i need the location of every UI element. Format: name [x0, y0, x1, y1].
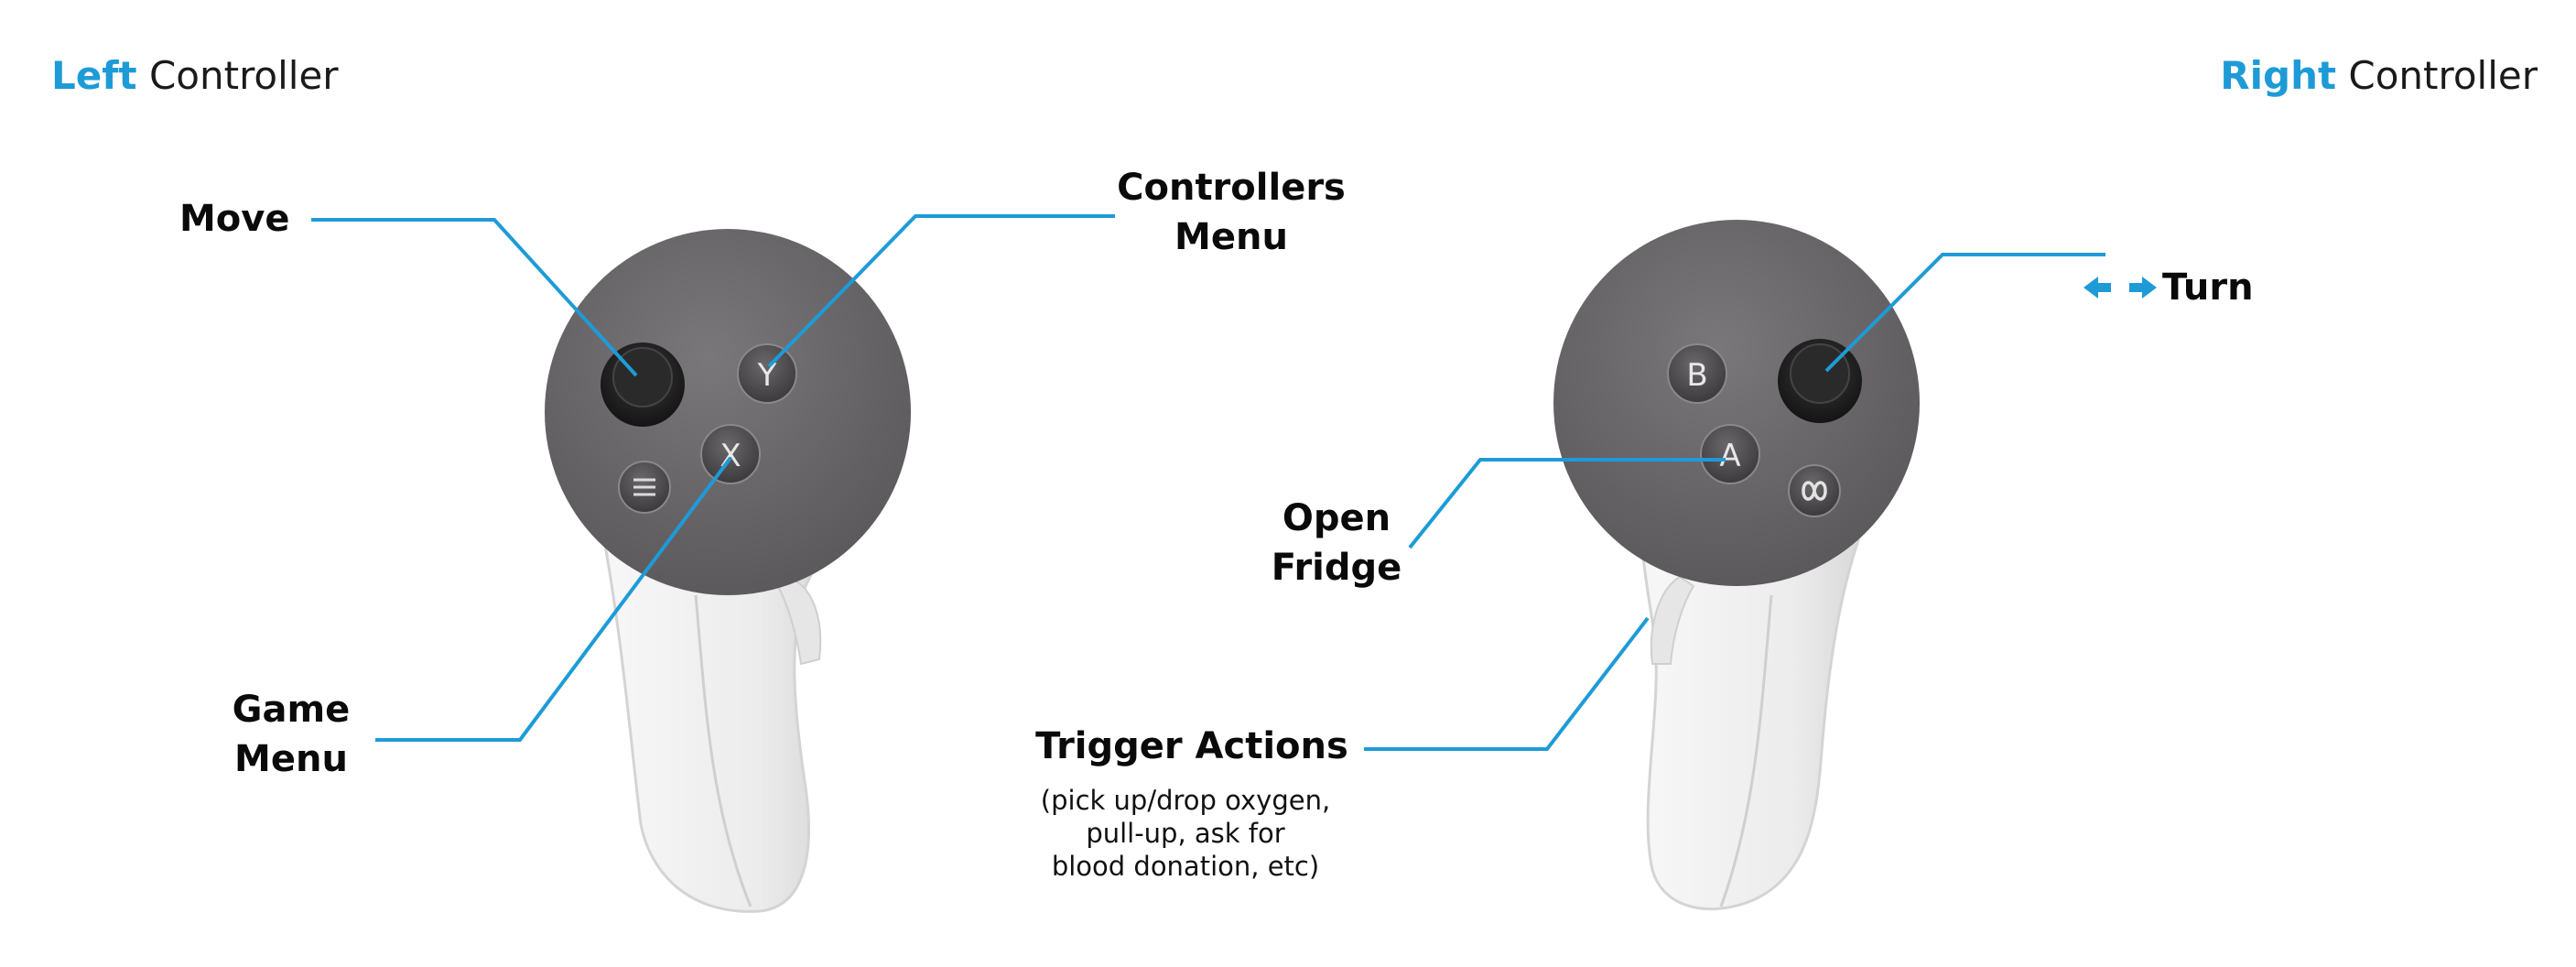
button-b[interactable] — [1668, 344, 1726, 403]
label-open-fridge-line1: Open — [1282, 497, 1391, 539]
right-controller-face — [1553, 220, 1920, 586]
button-y-label: Y — [757, 357, 777, 394]
label-open-fridge — [1254, 494, 1419, 592]
button-a-label: A — [1719, 438, 1741, 474]
right-thumbstick[interactable] — [1778, 339, 1862, 423]
label-move — [179, 194, 290, 244]
trigger-note-line3: blood donation, etc) — [1051, 851, 1320, 882]
button-a[interactable] — [1701, 425, 1759, 484]
label-turn — [2162, 263, 2254, 312]
button-x[interactable] — [701, 425, 760, 484]
leader-trigger-actions — [1364, 618, 1648, 749]
left-right-arrows-icon — [2084, 277, 2157, 299]
right-title-accent: Right — [2220, 53, 2337, 98]
game-menu-button[interactable] — [619, 462, 670, 513]
label-controllers-menu-line1: Controllers — [1117, 167, 1346, 209]
label-game-menu — [209, 685, 373, 784]
right-title-rest: Controller — [2336, 53, 2538, 98]
trigger-actions-note — [1018, 784, 1353, 883]
trigger-note-line2: pull-up, ask for — [1086, 818, 1285, 849]
left-thumbstick[interactable] — [601, 342, 685, 427]
label-trigger-actions-text: Trigger Actions — [1035, 725, 1348, 767]
right-controller — [1553, 220, 1920, 909]
left-controller-face — [545, 229, 911, 595]
label-game-menu-line2: Menu — [234, 738, 348, 780]
button-y[interactable] — [738, 344, 796, 403]
left-title-rest: Controller — [136, 53, 339, 98]
left-title-accent: Left — [51, 53, 137, 98]
meta-button[interactable] — [1789, 465, 1840, 516]
button-b-label: B — [1686, 357, 1708, 394]
trigger-note-line1: (pick up/drop oxygen, — [1040, 785, 1331, 816]
label-turn-text: Turn — [2162, 266, 2254, 309]
label-controllers-menu — [1112, 163, 1350, 262]
label-trigger-actions — [1027, 722, 1357, 771]
label-open-fridge-line2: Fridge — [1271, 547, 1402, 589]
label-move-text: Move — [179, 198, 290, 240]
label-game-menu-line1: Game — [232, 689, 351, 731]
left-controller — [545, 229, 911, 911]
button-x-label: X — [720, 438, 741, 474]
label-controllers-menu-line2: Menu — [1174, 216, 1288, 258]
